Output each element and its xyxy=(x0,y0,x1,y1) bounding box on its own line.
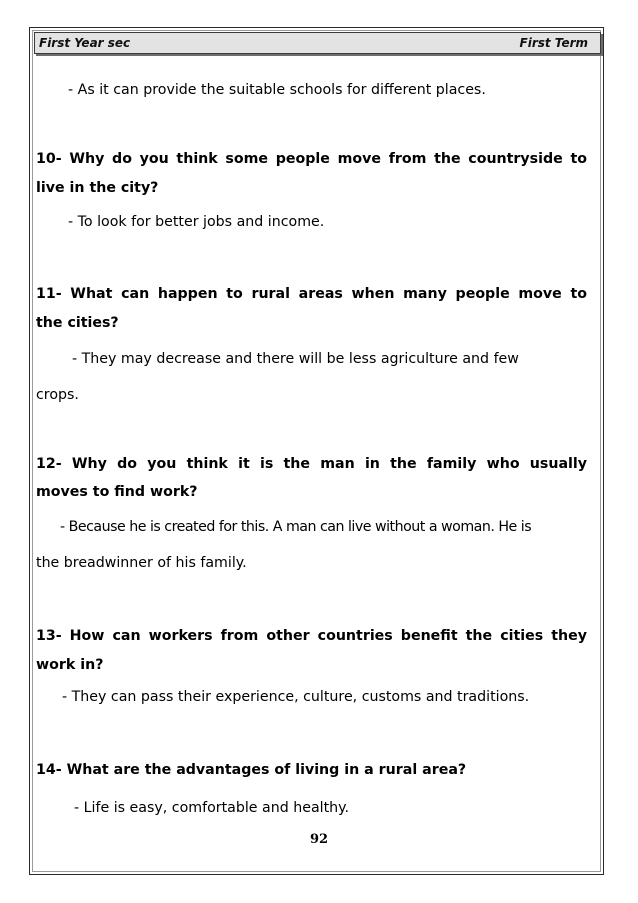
question-11-line-2: the cities? xyxy=(36,315,119,331)
question-13-line-2: work in? xyxy=(36,657,104,673)
question-12-line-2: moves to find work? xyxy=(36,484,198,500)
answer-11-line-1: - They may decrease and there will be less agriculture and few xyxy=(72,351,519,367)
header-term: First Term xyxy=(519,36,588,50)
question-11-line-1: 11- What can happen to rural areas when many people move to xyxy=(36,286,587,302)
answer-12-line-1: - Because he is created for this. A man can live without a woman. He is xyxy=(60,519,532,535)
answer-9: - As it can provide the suitable schools for different places. xyxy=(68,82,486,98)
answer-10: - To look for better jobs and income. xyxy=(68,214,325,230)
answer-12-line-2: the breadwinner of his family. xyxy=(36,555,247,571)
header-year: First Year sec xyxy=(39,36,131,50)
answer-14: - Life is easy, comfortable and healthy. xyxy=(74,800,350,816)
page-header xyxy=(34,32,601,54)
question-14: 14- What are the advantages of living in a rural area? xyxy=(36,762,467,778)
question-10-line-1: 10- Why do you think some people move from the countryside to xyxy=(36,151,587,167)
answer-11-line-2: crops. xyxy=(36,387,79,403)
question-10-line-2: live in the city? xyxy=(36,180,159,196)
page-number: 92 xyxy=(309,832,329,847)
answer-13: - They can pass their experience, culture, customs and traditions. xyxy=(62,689,530,705)
question-12-line-1: 12- Why do you think it is the man in the family who usually xyxy=(36,456,587,472)
question-13-line-1: 13- How can workers from other countries benefit the cities they xyxy=(36,628,587,644)
